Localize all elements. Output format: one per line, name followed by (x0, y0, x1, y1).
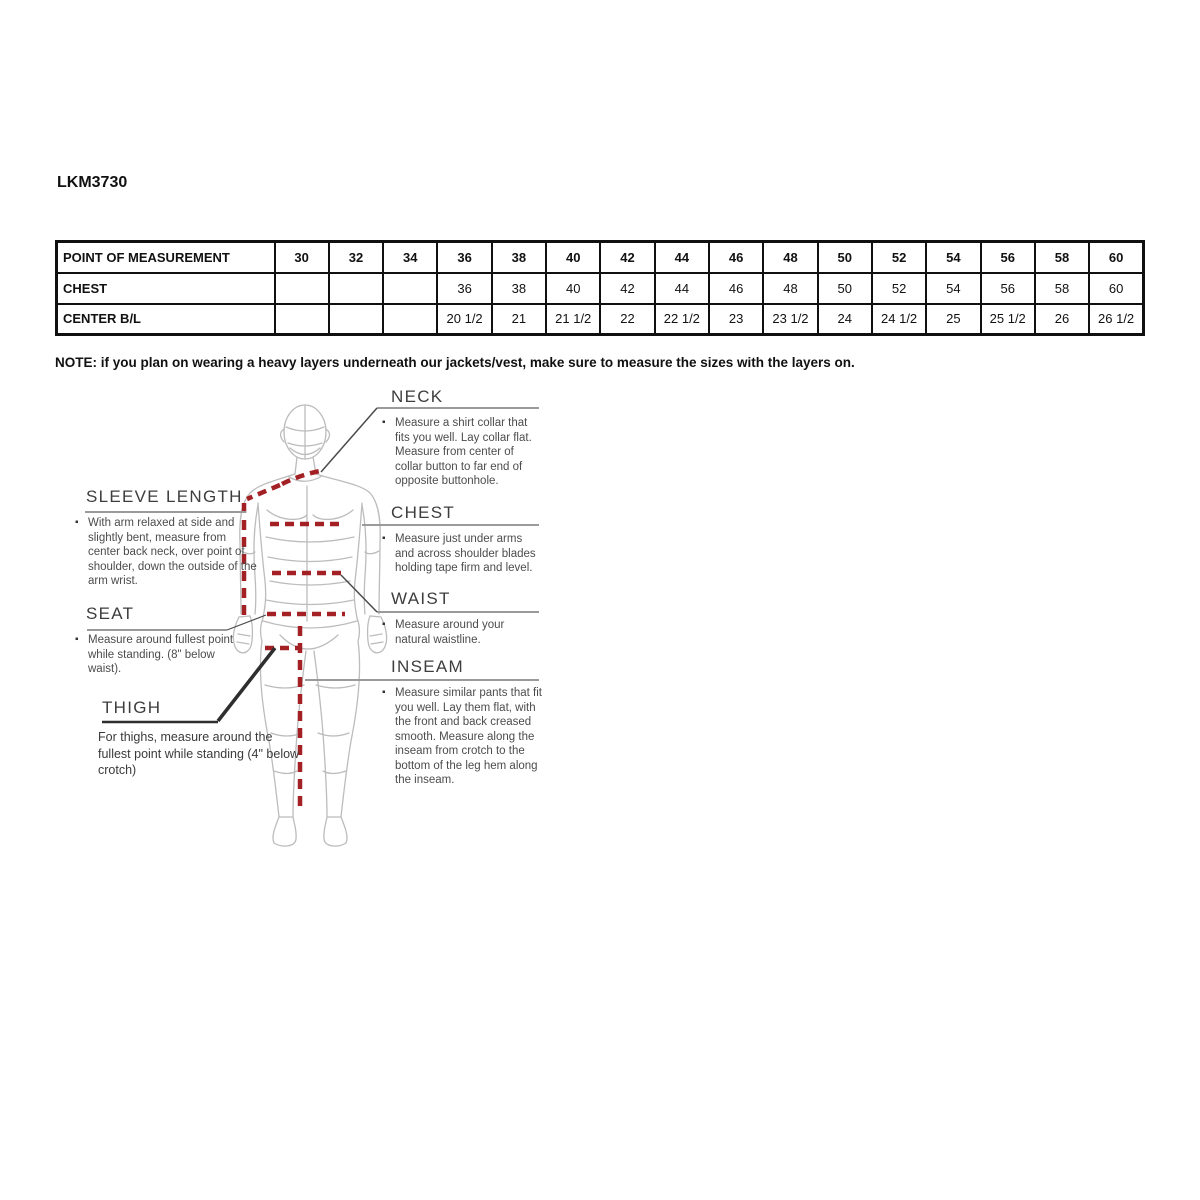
thigh-heading: THIGH (102, 698, 162, 717)
size-value-cell: 21 (492, 304, 546, 335)
sleeve-length-instructions: With arm relaxed at side and slightly bent, measure from center back neck, over point of shoulder, down the outside of the arm wrist. (88, 517, 257, 587)
diagram-section-sleeve-length (75, 487, 257, 589)
size-table-header-row (57, 242, 1144, 273)
waist-instructions: Measure around your natural waistline. (395, 619, 505, 646)
size-value-cell: 24 (818, 304, 872, 335)
style-number-title: LKM3730 (57, 174, 128, 191)
row-label: CENTER B/L (57, 304, 275, 335)
neck-heading: NECK (391, 387, 444, 406)
bullet-icon: ▪ (382, 533, 386, 544)
size-value-cell: 44 (655, 273, 709, 304)
row-label: CHEST (57, 273, 275, 304)
size-value-cell (275, 273, 329, 304)
size-col-header: 48 (763, 242, 817, 273)
bullet-icon: ▪ (382, 687, 386, 698)
measurement-diagram (60, 385, 572, 860)
diagram-section-thigh (98, 698, 300, 779)
size-value-cell: 54 (926, 273, 980, 304)
size-col-header: 54 (926, 242, 980, 273)
size-value-cell: 26 (1035, 304, 1089, 335)
table-row (57, 273, 1144, 304)
size-col-header: 56 (981, 242, 1035, 273)
size-value-cell: 56 (981, 273, 1035, 304)
size-value-cell: 46 (709, 273, 763, 304)
diagram-section-waist (382, 589, 534, 647)
waist-heading: WAIST (391, 589, 451, 608)
size-value-cell (383, 273, 437, 304)
size-table-body (57, 273, 1144, 335)
inseam-heading: INSEAM (391, 657, 464, 676)
neck-instructions: Measure a shirt collar that fits you well. Lay collar flat. Measure from center of collar button to far end of opposite buttonhole. (395, 417, 532, 487)
sleeve-length-heading: SLEEVE LENGTH (86, 487, 243, 506)
size-col-header: 60 (1089, 242, 1143, 273)
size-table-wrap (55, 240, 1145, 336)
size-value-cell: 48 (763, 273, 817, 304)
size-col-header: 40 (546, 242, 600, 273)
bullet-icon: ▪ (382, 417, 386, 428)
size-value-cell (275, 304, 329, 335)
size-value-cell: 38 (492, 273, 546, 304)
size-col-header: 30 (275, 242, 329, 273)
size-value-cell: 20 1/2 (437, 304, 491, 335)
chest-instructions: Measure just under arms and across shoulder blades holding tape firm and level. (395, 533, 536, 574)
size-value-cell: 25 1/2 (981, 304, 1035, 335)
thigh-instructions: For thighs, measure around the fullest point while standing (4" below crotch) (98, 730, 300, 777)
size-col-header: 52 (872, 242, 926, 273)
size-col-header: 38 (492, 242, 546, 273)
size-col-header: 58 (1035, 242, 1089, 273)
neck-measure-line (282, 471, 320, 484)
diagram-section-inseam (382, 657, 552, 788)
size-value-cell (329, 273, 383, 304)
size-value-cell: 25 (926, 304, 980, 335)
size-value-cell: 22 (600, 304, 654, 335)
size-value-cell: 23 (709, 304, 763, 335)
seat-instructions: Measure around fullest point while standing. (8" below waist). (88, 634, 234, 675)
size-col-header: 36 (437, 242, 491, 273)
size-value-cell (329, 304, 383, 335)
table-row (57, 304, 1144, 335)
size-value-cell: 40 (546, 273, 600, 304)
measurement-col-header: POINT OF MEASUREMENT (57, 242, 275, 273)
bullet-icon: ▪ (382, 619, 386, 630)
size-value-cell: 26 1/2 (1089, 304, 1143, 335)
diagram-section-neck (382, 387, 544, 489)
size-col-header: 44 (655, 242, 709, 273)
size-value-cell: 42 (600, 273, 654, 304)
size-col-header: 46 (709, 242, 763, 273)
seat-heading: SEAT (86, 604, 135, 623)
size-value-cell: 50 (818, 273, 872, 304)
size-table (55, 240, 1145, 336)
size-value-cell: 60 (1089, 273, 1143, 304)
inseam-instructions: Measure similar pants that fit you well. Lay them flat, with the front and back creased smooth. Measure along the inseam from crotch to the bottom of the leg hem along the inseam. (395, 687, 543, 786)
size-value-cell: 22 1/2 (655, 304, 709, 335)
size-value-cell: 23 1/2 (763, 304, 817, 335)
bullet-icon: ▪ (75, 517, 79, 528)
size-col-header: 34 (383, 242, 437, 273)
size-value-cell (383, 304, 437, 335)
diagram-section-chest (382, 503, 544, 576)
layering-note: NOTE: if you plan on wearing a heavy layers underneath our jackets/vest, make sure to measure the sizes with the layers on. (55, 355, 855, 370)
size-value-cell: 58 (1035, 273, 1089, 304)
diagram-section-seat (75, 604, 241, 677)
size-value-cell: 21 1/2 (546, 304, 600, 335)
size-value-cell: 52 (872, 273, 926, 304)
size-col-header: 32 (329, 242, 383, 273)
chest-heading: CHEST (391, 503, 456, 522)
size-value-cell: 24 1/2 (872, 304, 926, 335)
size-value-cell: 36 (437, 273, 491, 304)
bullet-icon: ▪ (75, 634, 79, 645)
size-col-header: 42 (600, 242, 654, 273)
size-col-header: 50 (818, 242, 872, 273)
